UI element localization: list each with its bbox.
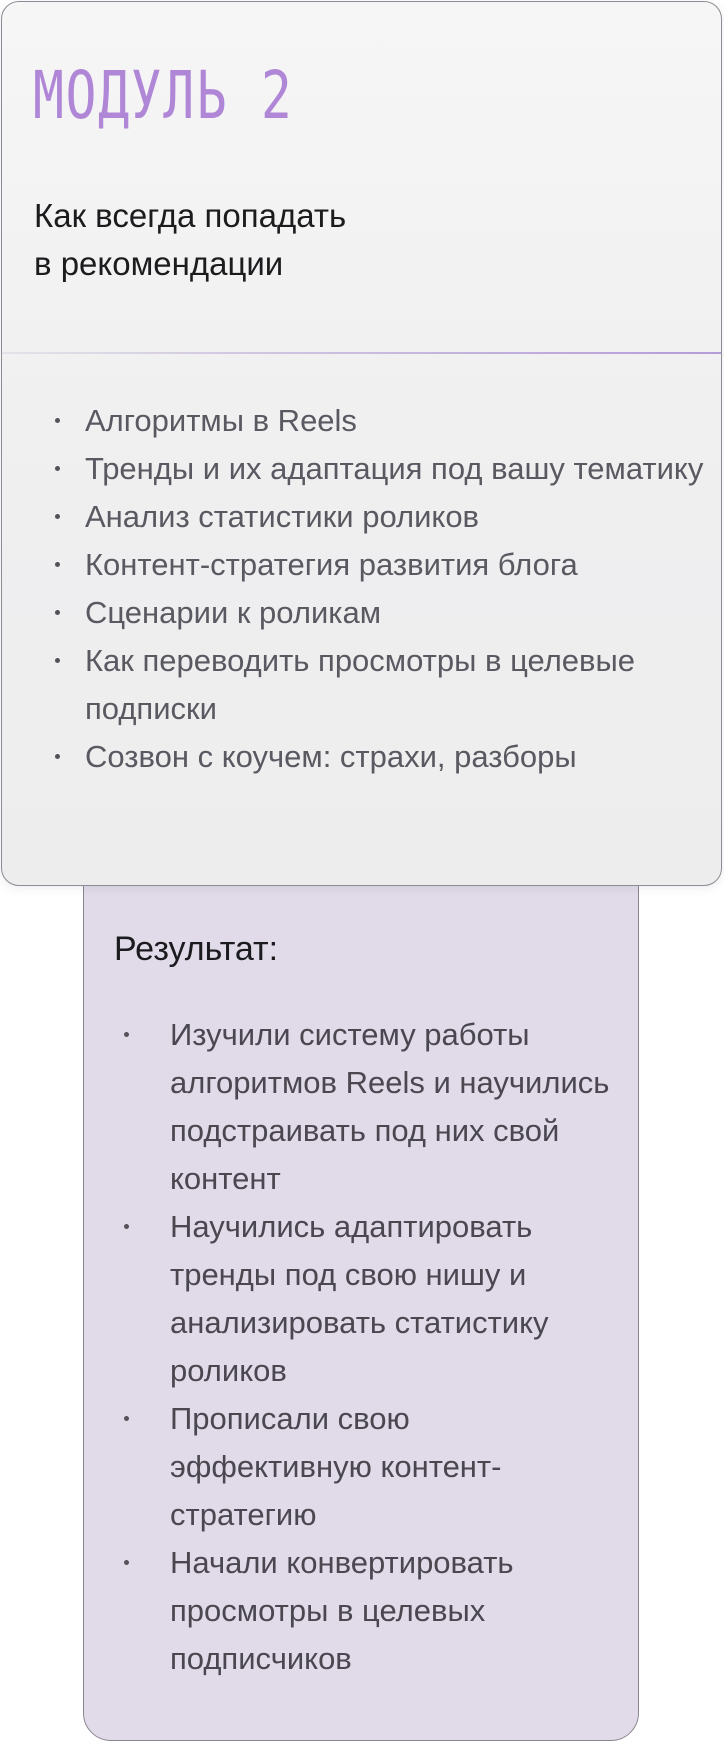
list-item xyxy=(52,637,712,733)
bullet-icon xyxy=(124,1416,129,1421)
bullet-icon xyxy=(55,610,60,615)
divider xyxy=(2,352,721,354)
list-item xyxy=(52,445,712,493)
list-item xyxy=(120,1011,620,1203)
result-card xyxy=(83,820,639,1741)
module-item-text: Созвон с коучем: страхи, разборы xyxy=(85,739,577,774)
module-item-text: Анализ статистики роликов xyxy=(85,499,480,534)
module-subtitle xyxy=(34,192,554,288)
result-title: Результат: xyxy=(114,930,279,968)
result-item-text: Начали конвертировать просмотры в целевых подписчиков xyxy=(170,1545,514,1676)
list-item xyxy=(120,1203,620,1395)
result-item-text: Изучили систему работы алгоритмов Reels и научились подстраивать под них свой контент xyxy=(170,1017,610,1196)
list-item xyxy=(52,589,712,637)
result-item-text: Научились адаптировать тренды под свою нишу и анализировать статистику роликов xyxy=(170,1209,549,1388)
result-item-text: Прописали свою эффективную контент-стратегию xyxy=(170,1401,502,1532)
module-heading: МОДУЛЬ 2 xyxy=(33,57,294,134)
module-item-text: Контент-стратегия развития блога xyxy=(85,547,578,582)
module-card xyxy=(1,1,722,886)
list-item xyxy=(52,733,712,781)
module-item-text: Тренды и их адаптация под вашу тематику xyxy=(85,451,704,486)
list-item xyxy=(52,541,712,589)
list-item xyxy=(120,1395,620,1539)
module-item-text: Сценарии к роликам xyxy=(85,595,382,630)
bullet-icon xyxy=(124,1224,129,1229)
module-subtitle-line-1: Как всегда попадать xyxy=(34,197,347,234)
bullet-icon xyxy=(124,1560,129,1565)
bullet-icon xyxy=(55,466,60,471)
list-item xyxy=(52,493,712,541)
bullet-icon xyxy=(55,418,60,423)
module-subtitle-line-2: в рекомендации xyxy=(34,245,284,282)
module-item-text: Как переводить просмотры в целевые подписки xyxy=(85,643,636,726)
module-topics-list xyxy=(52,397,712,781)
bullet-icon xyxy=(55,754,60,759)
module-item-text: Алгоритмы в Reels xyxy=(85,403,357,438)
bullet-icon xyxy=(55,658,60,663)
list-item xyxy=(120,1539,620,1683)
bullet-icon xyxy=(124,1032,129,1037)
result-list xyxy=(120,1011,620,1683)
list-item xyxy=(52,397,712,445)
bullet-icon xyxy=(55,562,60,567)
bullet-icon xyxy=(55,514,60,519)
